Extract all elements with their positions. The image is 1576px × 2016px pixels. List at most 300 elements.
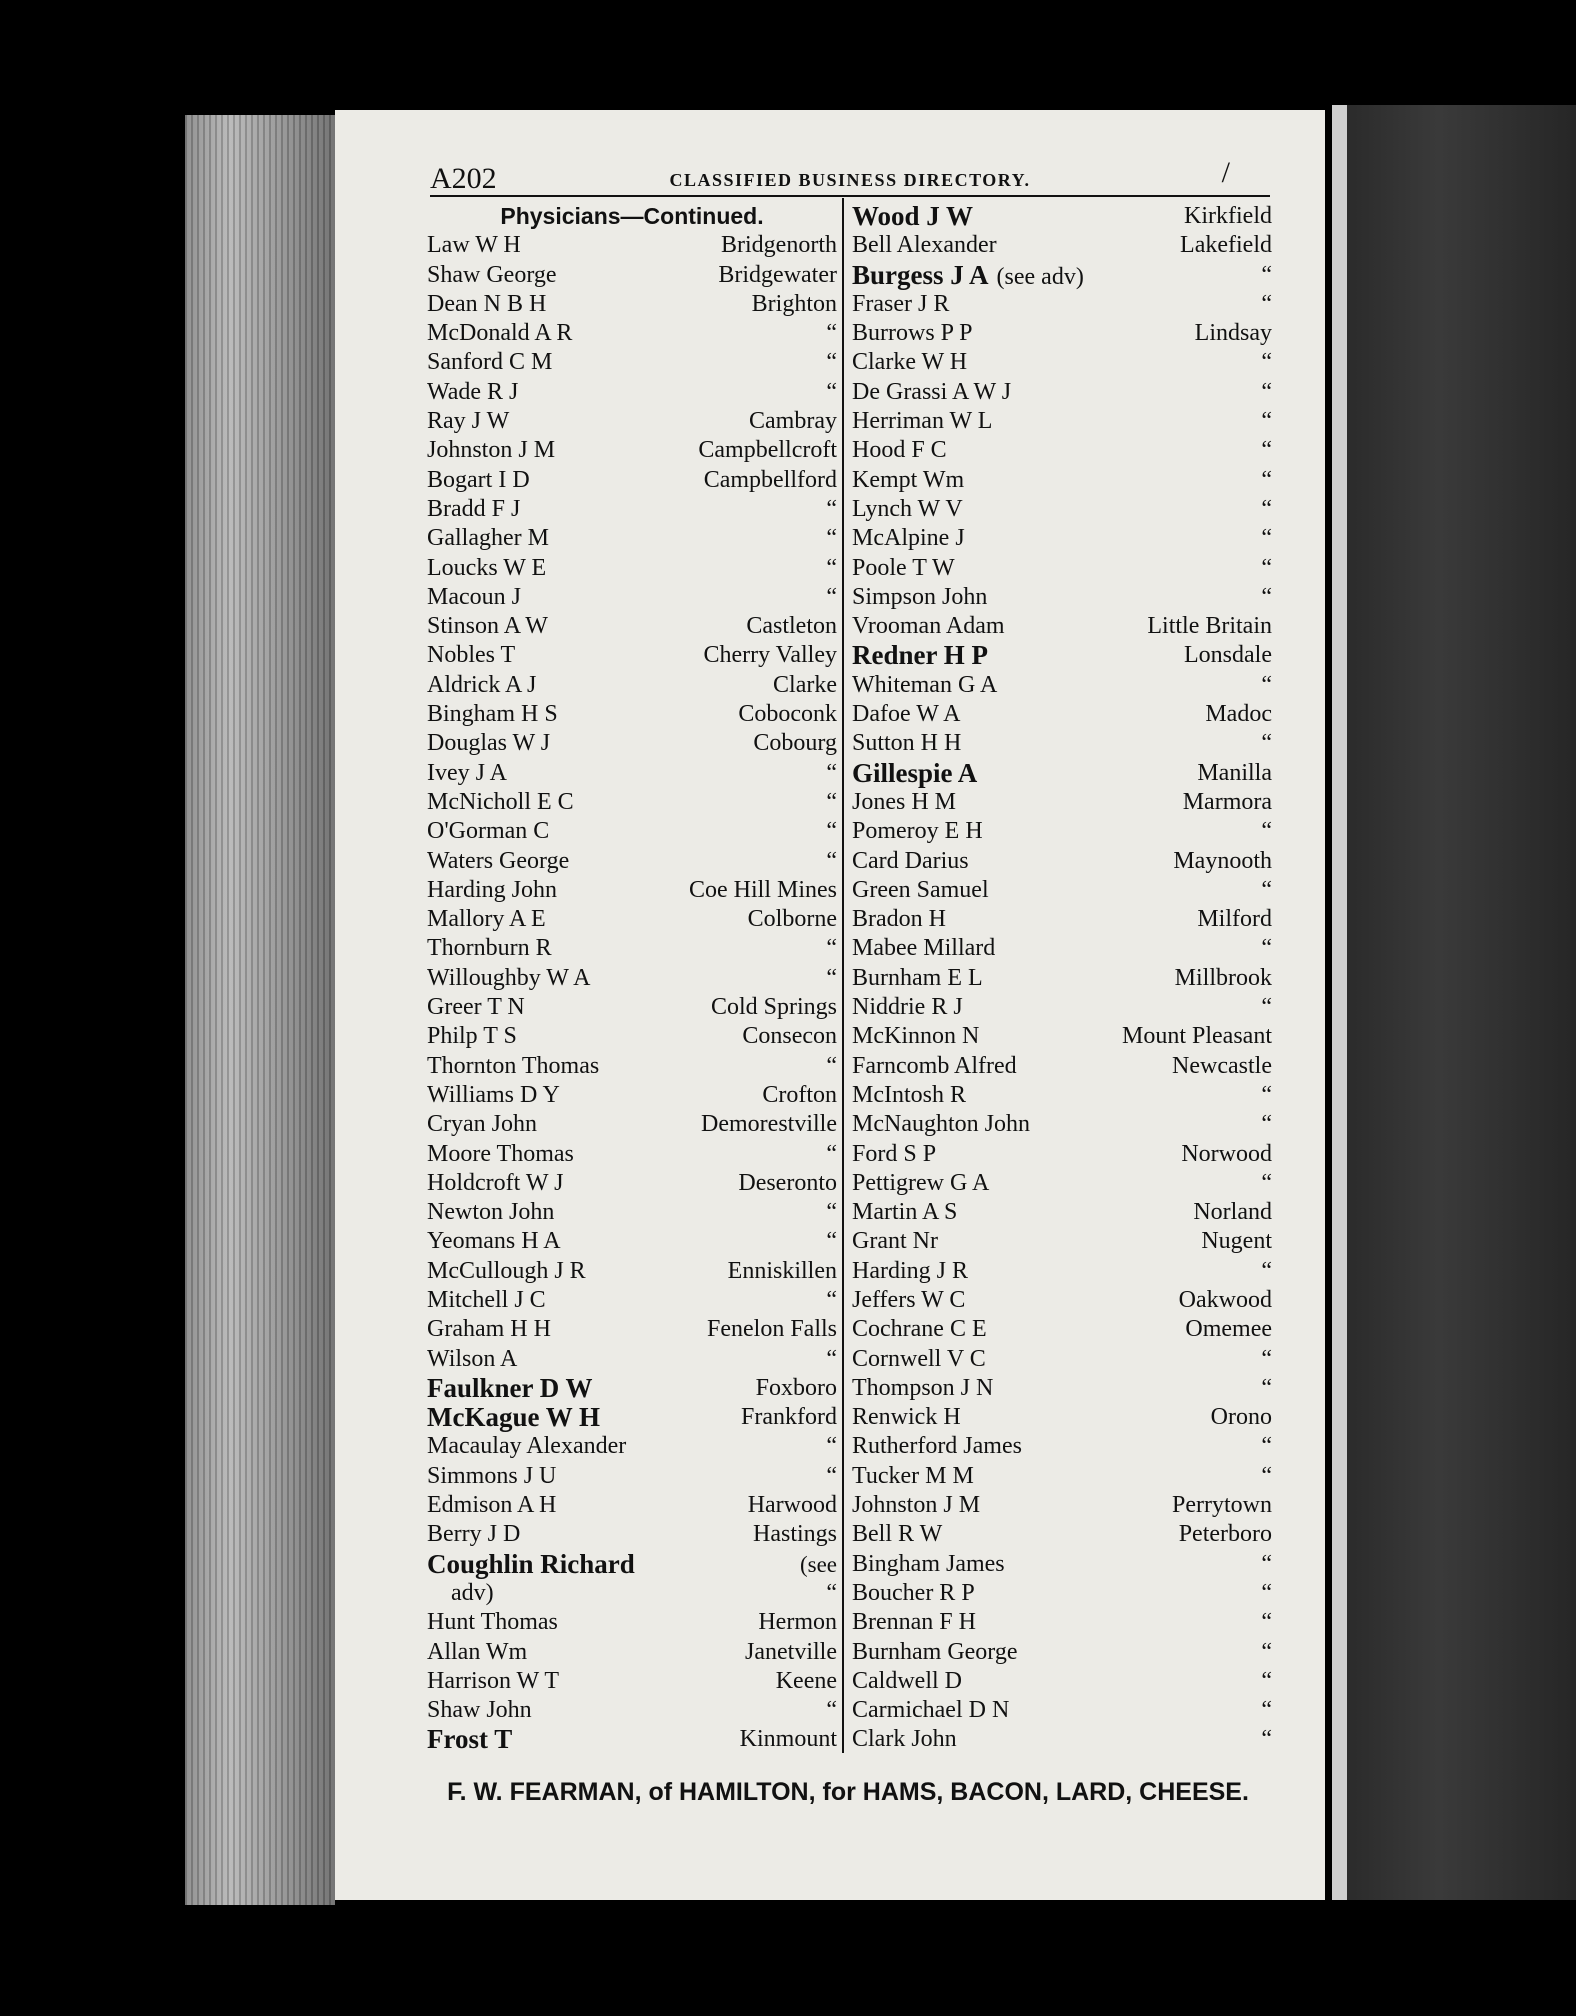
entry-name: Newton John <box>427 1199 555 1226</box>
entry-place: Lonsdale <box>1184 642 1272 669</box>
entry-name: McKinnon N <box>852 1023 980 1050</box>
entry-place: Manilla <box>1197 759 1272 786</box>
entry-name: adv) <box>451 1579 494 1606</box>
entry-name: Card Darius <box>852 847 969 874</box>
directory-entry <box>852 1198 1272 1227</box>
entry-name: Niddrie R J <box>852 994 963 1021</box>
directory-entry <box>427 700 837 729</box>
directory-entry <box>852 1257 1272 1286</box>
directory-entry <box>852 847 1272 876</box>
entry-name: Hood F C <box>852 437 947 464</box>
entry-place: “ <box>826 818 837 845</box>
entry-name: Bell Alexander <box>852 232 997 259</box>
entry-place: Coe Hill Mines <box>689 876 837 903</box>
corner-mark: / <box>1221 156 1230 189</box>
directory-entry <box>427 1608 837 1637</box>
directory-entry <box>427 1169 837 1198</box>
directory-entry <box>852 1345 1272 1374</box>
directory-page <box>335 110 1325 1900</box>
entry-name: Grant Nr <box>852 1228 938 1255</box>
entry-place: “ <box>1261 525 1272 552</box>
entry-name: Harrison W T <box>427 1667 559 1694</box>
directory-entry <box>427 876 837 905</box>
directory-entry <box>852 641 1272 670</box>
directory-entry <box>427 1550 837 1579</box>
directory-entry <box>852 1169 1272 1198</box>
directory-entry <box>427 319 837 348</box>
entry-place: Mount Pleasant <box>1122 1023 1272 1050</box>
entry-name: Gallagher M <box>427 525 549 552</box>
directory-entry <box>427 290 837 319</box>
entry-name: Macoun J <box>427 583 521 610</box>
entry-place: “ <box>1261 1638 1272 1665</box>
directory-entry <box>427 1286 837 1315</box>
entry-place: Marmora <box>1182 788 1272 815</box>
entry-place: “ <box>1261 935 1272 962</box>
directory-entry <box>427 583 837 612</box>
entry-name: Mabee Millard <box>852 935 996 962</box>
directory-entry <box>427 1110 837 1139</box>
directory-entry <box>852 1052 1272 1081</box>
entry-place: “ <box>1261 495 1272 522</box>
directory-entry <box>427 847 837 876</box>
entry-place: Little Britain <box>1147 613 1272 640</box>
directory-entry <box>427 612 837 641</box>
entry-name: Nobles T <box>427 642 516 669</box>
entry-name: Aldrick A J <box>427 671 537 698</box>
entry-name: Burnham E L <box>852 964 983 991</box>
directory-entry <box>852 1110 1272 1139</box>
right-entry-list <box>852 202 1272 1755</box>
entry-name: Dafoe W A <box>852 701 961 728</box>
entry-name: Harding John <box>427 876 557 903</box>
entry-name: Frost T <box>427 1724 513 1755</box>
directory-entry <box>852 1140 1272 1169</box>
entry-place: Perrytown <box>1172 1492 1272 1519</box>
entry-name: Bingham H S <box>427 701 558 728</box>
entry-place: “ <box>1261 349 1272 376</box>
entry-name: Moore Thomas <box>427 1140 574 1167</box>
entry-place: Campbellford <box>703 466 837 493</box>
category-heading: Physicians—Continued. <box>500 203 764 229</box>
directory-entry <box>852 1608 1272 1637</box>
directory-entry <box>852 524 1272 553</box>
entry-name: Stinson A W <box>427 613 548 640</box>
entry-name: Loucks W E <box>427 554 547 581</box>
entry-name: Ivey J A <box>427 759 507 786</box>
directory-entry <box>427 1638 837 1667</box>
entry-name: Allan Wm <box>427 1638 528 1665</box>
entry-name: Farncomb Alfred <box>852 1052 1017 1079</box>
entry-place: “ <box>1261 1374 1272 1401</box>
entry-name: Yeomans H A <box>427 1228 561 1255</box>
directory-entry <box>427 1696 837 1725</box>
directory-entry <box>427 934 837 963</box>
entry-name: Pettigrew G A <box>852 1169 990 1196</box>
entry-name: Holdcroft W J <box>427 1169 564 1196</box>
page-number: A202 <box>430 162 497 195</box>
entry-place: “ <box>1261 554 1272 581</box>
directory-entry <box>427 905 837 934</box>
directory-entry <box>852 1315 1272 1344</box>
directory-entry <box>852 1725 1272 1754</box>
directory-entry <box>427 378 837 407</box>
entry-place: Hastings <box>753 1521 837 1548</box>
entry-place: “ <box>1261 1081 1272 1108</box>
directory-entry <box>427 1374 837 1403</box>
entry-name: Bogart I D <box>427 466 530 493</box>
directory-entry <box>852 407 1272 436</box>
entry-place: “ <box>1261 466 1272 493</box>
header-rule <box>430 195 1270 197</box>
entry-place: Peterboro <box>1178 1521 1272 1548</box>
entry-place: Clarke <box>773 671 837 698</box>
entry-place: Keene <box>775 1667 837 1694</box>
book-page-edges <box>185 115 335 1905</box>
directory-entry <box>427 671 837 700</box>
directory-entry <box>852 1550 1272 1579</box>
directory-entry <box>427 788 837 817</box>
entry-place: “ <box>826 847 837 874</box>
entry-name: Clarke W H <box>852 349 968 376</box>
entry-name: Cryan John <box>427 1111 537 1138</box>
entry-name: Graham H H <box>427 1316 551 1343</box>
directory-entry <box>427 1198 837 1227</box>
entry-place: “ <box>1261 1433 1272 1460</box>
entry-name: Kempt Wm <box>852 466 965 493</box>
entry-name: McKague W H <box>427 1402 600 1433</box>
entry-name: O'Gorman C <box>427 818 550 845</box>
entry-name: Waters George <box>427 847 570 874</box>
entry-place: “ <box>826 583 837 610</box>
directory-entry <box>427 1579 837 1608</box>
directory-entry <box>427 817 837 846</box>
entry-name: Sutton H H <box>852 730 962 757</box>
directory-entry <box>852 495 1272 524</box>
entry-place: “ <box>1261 1579 1272 1606</box>
entry-name: Edmison A H <box>427 1492 557 1519</box>
entry-place: Nugent <box>1201 1228 1272 1255</box>
entry-place: “ <box>826 759 837 786</box>
entry-name: Boucher R P <box>852 1579 975 1606</box>
entry-place: “ <box>1261 1169 1272 1196</box>
entry-place: Deseronto <box>738 1169 837 1196</box>
entry-place: Cherry Valley <box>703 642 837 669</box>
entry-place: Omemee <box>1185 1316 1272 1343</box>
entry-name: Thompson J N <box>852 1374 994 1401</box>
entry-name: Renwick H <box>852 1404 961 1431</box>
directory-entry <box>852 1286 1272 1315</box>
entry-name: Ford S P <box>852 1140 937 1167</box>
entry-name: Burgess J A (see adv) <box>852 259 1084 290</box>
directory-entry <box>852 261 1272 290</box>
entry-name: Greer T N <box>427 994 525 1021</box>
running-title: CLASSIFIED BUSINESS DIRECTORY. <box>669 170 1031 190</box>
entry-place: Colborne <box>747 906 837 933</box>
entry-name: Harding J R <box>852 1257 968 1284</box>
entry-name: Carmichael D N <box>852 1697 1010 1724</box>
directory-entry <box>852 290 1272 319</box>
entry-place: “ <box>826 1433 837 1460</box>
entry-name: Mitchell J C <box>427 1286 546 1313</box>
entry-name: Tucker M M <box>852 1462 974 1489</box>
entry-place: Newcastle <box>1172 1052 1272 1079</box>
entry-place: “ <box>1261 1550 1272 1577</box>
left-column <box>427 202 837 1755</box>
directory-entry <box>852 1667 1272 1696</box>
directory-entry <box>852 1081 1272 1110</box>
directory-entry <box>427 641 837 670</box>
entry-place: Millbrook <box>1174 964 1272 991</box>
directory-entry <box>852 934 1272 963</box>
entry-name: Green Samuel <box>852 876 989 903</box>
entry-place: Cold Springs <box>710 994 837 1021</box>
entry-name: Brennan F H <box>852 1609 976 1636</box>
directory-entry <box>427 759 837 788</box>
directory-entry <box>852 1462 1272 1491</box>
directory-entry <box>427 1345 837 1374</box>
entry-name: Shaw John <box>427 1697 532 1724</box>
entry-name: Ray J W <box>427 408 510 435</box>
entry-place: Norwood <box>1181 1140 1272 1167</box>
entry-place: “ <box>826 1345 837 1372</box>
entry-place: Enniskillen <box>727 1257 837 1284</box>
entry-place: Bridgenorth <box>721 232 837 259</box>
entry-place: Fenelon Falls <box>707 1316 837 1343</box>
directory-entry <box>852 554 1272 583</box>
entry-name: Johnston J M <box>852 1492 981 1519</box>
directory-entry <box>852 378 1272 407</box>
entry-name: Wilson A <box>427 1345 518 1372</box>
entry-name: Bradd F J <box>427 495 521 522</box>
directory-entry <box>852 1403 1272 1432</box>
directory-entry <box>427 1403 837 1432</box>
entry-place: “ <box>1261 583 1272 610</box>
entry-place: Madoc <box>1205 701 1272 728</box>
entry-place: Demorestville <box>701 1111 837 1138</box>
directory-entry <box>427 495 837 524</box>
entry-place: “ <box>1261 1462 1272 1489</box>
entry-name: Berry J D <box>427 1521 521 1548</box>
directory-entry <box>852 466 1272 495</box>
entry-name: Law W H <box>427 232 521 259</box>
footer-advertisement: F. W. FEARMAN, of HAMILTON, for HAMS, BACON, LARD, CHEESE. <box>447 1778 1249 1806</box>
entry-place: “ <box>1261 1726 1272 1753</box>
entry-name: Douglas W J <box>427 730 551 757</box>
directory-entry <box>852 1520 1272 1549</box>
entry-place: Milford <box>1197 906 1272 933</box>
directory-entry <box>427 1491 837 1520</box>
entry-name: Herriman W L <box>852 408 993 435</box>
entry-name: Faulkner D W <box>427 1372 593 1403</box>
directory-entry <box>852 583 1272 612</box>
entry-name: Mallory A E <box>427 906 546 933</box>
entry-place: “ <box>826 349 837 376</box>
directory-entry <box>852 1432 1272 1461</box>
entry-name: Philp T S <box>427 1023 517 1050</box>
entry-place: Castleton <box>746 613 837 640</box>
directory-entry <box>427 1052 837 1081</box>
directory-entry <box>427 436 837 465</box>
entry-name: Burrows P P <box>852 320 973 347</box>
entry-name: Macaulay Alexander <box>427 1433 627 1460</box>
entry-name: McDonald A R <box>427 320 573 347</box>
entry-name: Hunt Thomas <box>427 1609 558 1636</box>
entry-place: “ <box>1261 1697 1272 1724</box>
entry-name: McAlpine J <box>852 525 965 552</box>
directory-entry <box>427 964 837 993</box>
directory-entry <box>852 788 1272 817</box>
entry-name: Whiteman G A <box>852 671 998 698</box>
entry-name: Fraser J R <box>852 290 950 317</box>
entry-name: De Grassi A W J <box>852 378 1012 405</box>
entry-place: Brighton <box>751 290 837 317</box>
entry-place: Maynooth <box>1173 847 1272 874</box>
directory-entry <box>427 466 837 495</box>
directory-entry <box>852 1227 1272 1256</box>
entry-place: “ <box>1261 876 1272 903</box>
directory-entry <box>427 554 837 583</box>
entry-name: Williams D Y <box>427 1081 560 1108</box>
directory-entry <box>852 1579 1272 1608</box>
directory-entry <box>852 348 1272 377</box>
directory-entry <box>852 1022 1272 1051</box>
entry-place: “ <box>826 1579 837 1606</box>
entry-name: Bradon H <box>852 906 946 933</box>
entry-place: Lakefield <box>1180 232 1272 259</box>
entry-place: “ <box>1261 437 1272 464</box>
directory-entry <box>852 700 1272 729</box>
directory-entry <box>427 1257 837 1286</box>
directory-entry <box>427 348 837 377</box>
entry-place: (see <box>799 1551 837 1577</box>
entry-name: Coughlin Richard <box>427 1548 635 1579</box>
directory-entry <box>427 1432 837 1461</box>
entry-place: Foxboro <box>755 1374 837 1401</box>
entry-name: Cochrane C E <box>852 1316 987 1343</box>
entry-place: Coboconk <box>738 701 837 728</box>
directory-entry <box>852 817 1272 846</box>
directory-entry <box>427 407 837 436</box>
entry-name: Pomeroy E H <box>852 818 983 845</box>
entry-place: “ <box>1261 261 1272 288</box>
entry-place: “ <box>1261 1609 1272 1636</box>
entry-name: Willoughby W A <box>427 964 591 991</box>
entry-place: “ <box>826 320 837 347</box>
entry-place: “ <box>826 1286 837 1313</box>
directory-entry <box>852 1374 1272 1403</box>
directory-entry <box>852 876 1272 905</box>
directory-entry <box>852 319 1272 348</box>
directory-entry <box>852 759 1272 788</box>
directory-entry <box>427 261 837 290</box>
entry-name: Bell R W <box>852 1521 943 1548</box>
directory-entry <box>852 231 1272 260</box>
book-cover-board <box>1347 105 1576 1900</box>
entry-place: “ <box>1261 1257 1272 1284</box>
directory-entry <box>427 1227 837 1256</box>
directory-entry <box>427 1140 837 1169</box>
entry-name: Wood J W <box>852 201 974 231</box>
directory-entry <box>852 671 1272 700</box>
entry-name: Thornburn R <box>427 935 552 962</box>
entry-place: “ <box>826 1140 837 1167</box>
entry-name: Simmons J U <box>427 1462 557 1489</box>
entry-place: Janetville <box>745 1638 837 1665</box>
entry-place: “ <box>826 935 837 962</box>
entry-name: Thornton Thomas <box>427 1052 600 1079</box>
right-column <box>852 202 1272 1755</box>
entry-place: Crofton <box>762 1081 837 1108</box>
entry-name: Poole T W <box>852 554 955 581</box>
directory-entry <box>852 612 1272 641</box>
entry-place: “ <box>1261 378 1272 405</box>
entry-name: McIntosh R <box>852 1081 966 1108</box>
entry-place: Orono <box>1210 1404 1272 1431</box>
directory-entry <box>427 1725 837 1754</box>
entry-place: Kinmount <box>739 1726 837 1753</box>
entry-place: Kirkfield <box>1184 203 1272 229</box>
entry-place: “ <box>1261 730 1272 757</box>
entry-name: Redner H P <box>852 640 988 671</box>
entry-place: “ <box>826 495 837 522</box>
directory-entry <box>427 1081 837 1110</box>
column-divider <box>842 198 844 1753</box>
directory-entry <box>427 729 837 758</box>
entry-place: “ <box>1261 1345 1272 1372</box>
directory-entry <box>427 1462 837 1491</box>
entry-name: Bingham James <box>852 1550 1005 1577</box>
entry-place: “ <box>1261 290 1272 317</box>
directory-entry <box>852 202 1272 231</box>
book-gutter <box>1332 105 1347 1900</box>
entry-place: Campbellcroft <box>698 437 837 464</box>
entry-name: Caldwell D <box>852 1667 962 1694</box>
entry-name: Wade R J <box>427 378 519 405</box>
entry-place: “ <box>826 378 837 405</box>
entry-place: Consecon <box>742 1023 837 1050</box>
entry-place: “ <box>826 1052 837 1079</box>
entry-place: “ <box>826 1199 837 1226</box>
entry-place: Cobourg <box>753 730 837 757</box>
entry-name: Simpson John <box>852 583 988 610</box>
entry-place: “ <box>826 788 837 815</box>
entry-name: Johnston J M <box>427 437 556 464</box>
entry-name: McNaughton John <box>852 1111 1030 1138</box>
entry-place: “ <box>1261 671 1272 698</box>
directory-entry <box>852 1638 1272 1667</box>
entry-place: “ <box>826 1462 837 1489</box>
directory-entry <box>427 1315 837 1344</box>
entry-place: “ <box>1261 994 1272 1021</box>
entry-name: McNicholl E C <box>427 788 574 815</box>
entry-place: Norland <box>1193 1199 1272 1226</box>
directory-entry <box>852 1491 1272 1520</box>
directory-entry <box>427 1520 837 1549</box>
entry-place: Cambray <box>749 408 837 435</box>
directory-entry <box>427 1667 837 1696</box>
entry-name: Cornwell V C <box>852 1345 986 1372</box>
entry-note: (see adv) <box>996 263 1084 290</box>
entry-place: Lindsay <box>1194 320 1272 347</box>
left-entry-list <box>427 231 837 1754</box>
entry-place: Bridgewater <box>718 261 837 288</box>
directory-entry <box>852 964 1272 993</box>
entry-name: Rutherford James <box>852 1433 1022 1460</box>
entry-name: Vrooman Adam <box>852 613 1005 640</box>
directory-entry <box>852 729 1272 758</box>
entry-place: “ <box>826 964 837 991</box>
